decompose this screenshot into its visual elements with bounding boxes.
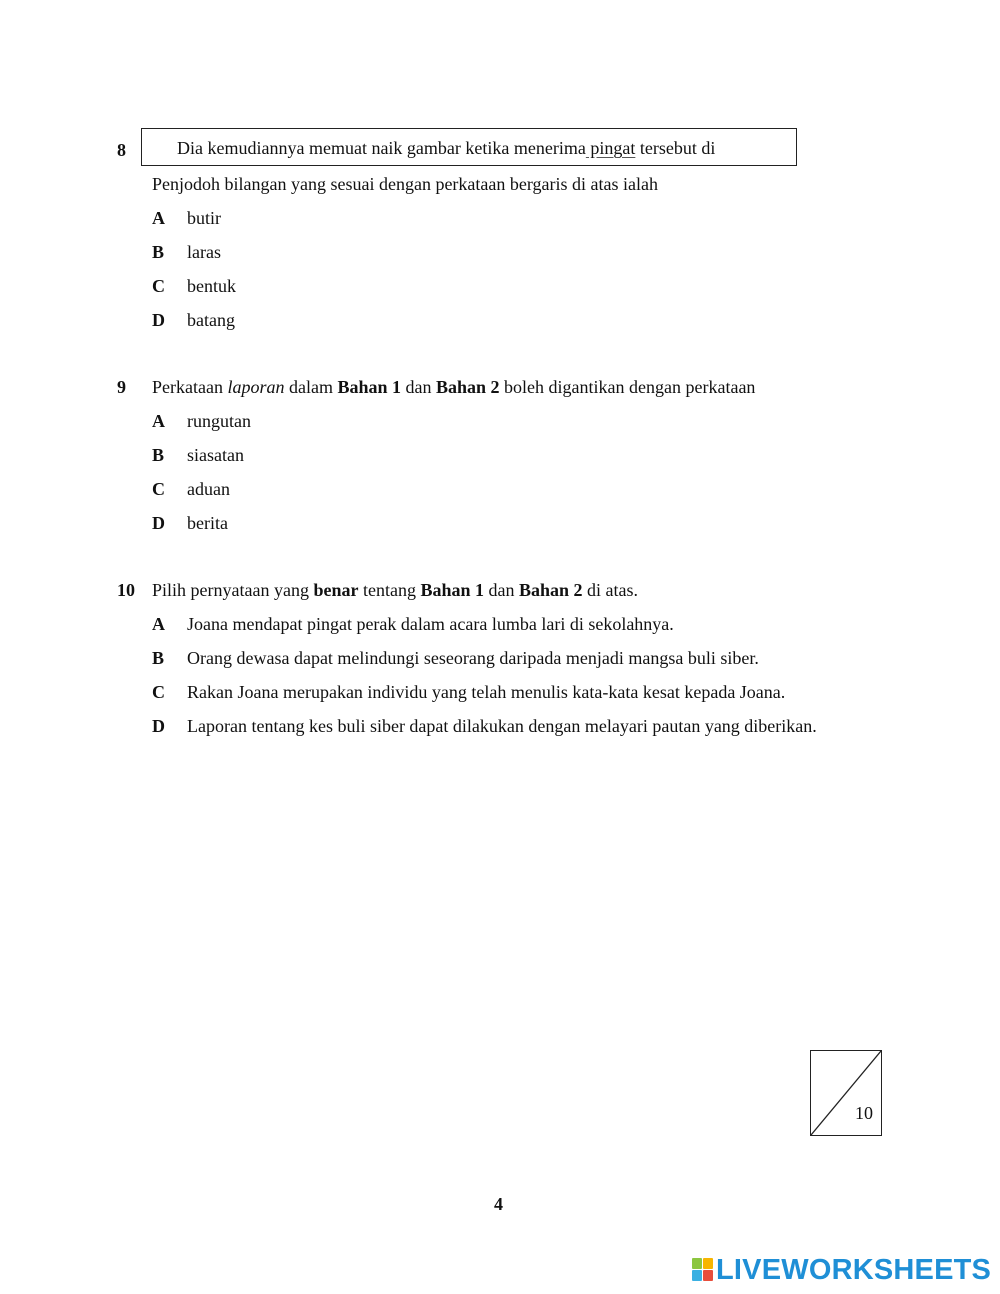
q9-option-d-letter: D [152,513,165,533]
q9-option-b-text[interactable]: siasatan [187,445,244,465]
prompt-part: Pilih pernyataan yang [152,580,314,600]
prompt-part: boleh digantikan dengan perkataan [499,377,756,397]
q8-option-c-letter: C [152,276,165,296]
prompt-bold-bahan-1: Bahan 1 [420,580,484,600]
q8-option-b-text[interactable]: laras [187,242,221,262]
logo-tile [692,1258,702,1269]
prompt-part: dan [401,377,436,397]
liveworksheets-logo-icon [692,1258,714,1282]
score-value: 10 [855,1103,873,1123]
q8-option-d-text[interactable]: batang [187,310,235,330]
liveworksheets-wordmark: LIVEWORKSHEETS [716,1254,992,1286]
question-8-number: 8 [117,140,126,160]
q10-option-c-letter: C [152,682,165,702]
q10-option-d-text[interactable]: Laporan tentang kes buli siber dapat dilakukan dengan melayari pautan yang diberikan. [187,716,817,736]
q10-option-b-text[interactable]: Orang dewasa dapat melindungi seseorang daripada menjadi mangsa buli siber. [187,648,759,668]
logo-tile [703,1270,713,1281]
q8-option-a-text[interactable]: butir [187,208,221,228]
question-9-prompt [152,376,755,398]
q8-option-d-letter: D [152,310,165,330]
logo-tile [692,1270,702,1281]
prompt-part: tentang [358,580,421,600]
q9-option-a-text[interactable]: rungutan [187,411,251,431]
prompt-part: di atas. [582,580,639,600]
prompt-part: dalam [284,377,338,397]
q8-option-b-letter: B [152,242,165,262]
question-10-prompt [152,579,638,601]
prompt-bold-bahan-2: Bahan 2 [436,377,500,397]
question-8-sentence [177,137,715,159]
underlined-word: pingat [585,138,636,158]
q10-option-b-letter: B [152,648,165,668]
sentence-after: tersebut di [635,138,716,158]
q9-option-d-text[interactable]: berita [187,513,228,533]
q9-option-c-text[interactable]: aduan [187,479,230,499]
q10-option-a-text[interactable]: Joana mendapat pingat perak dalam acara lumba lari di sekolahnya. [187,614,674,634]
q9-option-b-letter: B [152,445,165,465]
sentence-before: Dia kemudiannya memuat naik gambar ketika menerima [177,138,586,158]
q10-option-a-letter: A [152,614,165,634]
prompt-bold-benar: benar [313,580,359,600]
q10-option-c-text[interactable]: Rakan Joana merupakan individu yang telah menulis kata-kata kesat kepada Joana. [187,682,786,702]
question-9-number: 9 [117,377,126,397]
prompt-bold-bahan-1: Bahan 1 [337,377,401,397]
page-number: 4 [494,1194,503,1214]
score-box [810,1050,882,1136]
prompt-bold-bahan-2: Bahan 2 [518,580,583,600]
q9-option-c-letter: C [152,479,165,499]
question-8-prompt: Penjodoh bilangan yang sesuai dengan perkataan bergaris di atas ialah [152,174,659,194]
q10-option-d-letter: D [152,716,165,736]
q8-option-a-letter: A [152,208,165,228]
q8-option-c-text[interactable]: bentuk [187,276,236,296]
prompt-part: dan [483,580,519,600]
question-8-sentence-box [141,128,797,166]
logo-tile [703,1258,713,1269]
q9-option-a-letter: A [152,411,165,431]
prompt-part: Perkataan [152,377,228,397]
question-10-number: 10 [117,580,135,600]
prompt-italic-word: laporan [227,377,285,397]
